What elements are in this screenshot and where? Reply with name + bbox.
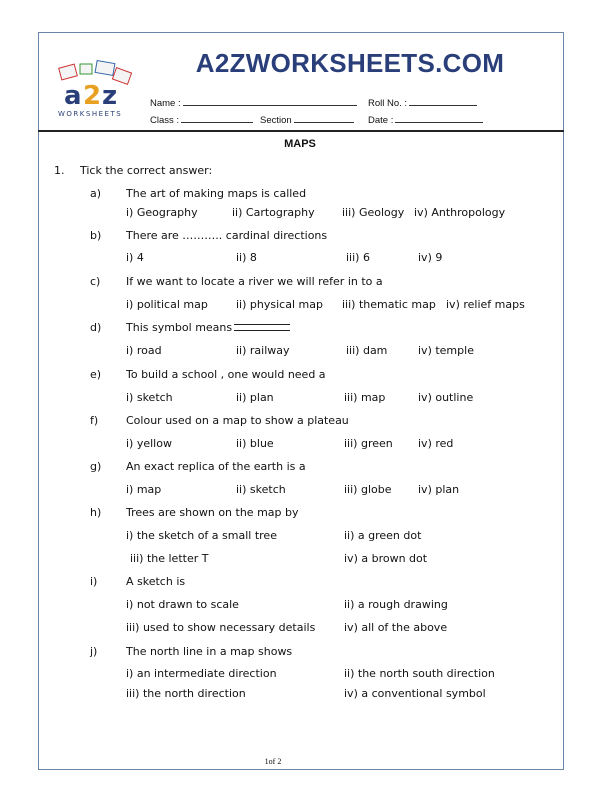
option: iv) 9	[418, 251, 443, 264]
item-letter: i)	[90, 575, 98, 588]
page-number: 1of 2	[264, 757, 282, 766]
a2z-logo	[56, 60, 138, 120]
option: iv) Anthropology	[414, 206, 506, 219]
option: iii) green	[344, 437, 393, 450]
option: ii) railway	[236, 344, 290, 357]
item-text: The art of making maps is called	[126, 187, 307, 200]
option: iv) a brown dot	[344, 552, 428, 565]
item-text: Colour used on a map to show a plateau	[126, 414, 349, 427]
option: iii) used to show necessary details	[126, 621, 316, 634]
class-label: Class :	[150, 115, 180, 126]
svg-text:a: a	[64, 81, 82, 111]
item-text: This symbol means	[126, 321, 233, 334]
option: iii) the letter T	[130, 552, 209, 565]
site-title: A2ZWORKSHEETS.COM	[195, 48, 505, 78]
option: i) Geography	[126, 206, 198, 219]
option: ii) physical map	[236, 298, 323, 311]
item-text: If we want to locate a river we will refer in to a	[126, 275, 383, 288]
option: i) map	[126, 483, 162, 496]
option: iv) all of the above	[344, 621, 448, 634]
item-letter: h)	[90, 506, 102, 519]
class-field	[150, 113, 253, 126]
option: ii) a green dot	[344, 529, 422, 542]
option: i) yellow	[126, 437, 172, 450]
option: iv) a conventional symbol	[344, 687, 486, 700]
option: ii) blue	[236, 437, 274, 450]
option: i) sketch	[126, 391, 173, 404]
option: i) an intermediate direction	[126, 667, 277, 680]
item-text: An exact replica of the earth is a	[126, 460, 306, 473]
option: iii) the north direction	[126, 687, 246, 700]
option: i) the sketch of a small tree	[126, 529, 277, 542]
logo-subtext: WORKSHEETS	[58, 110, 123, 118]
option: i) road	[126, 344, 162, 357]
item-letter: a)	[90, 187, 102, 200]
option: iv) red	[418, 437, 454, 450]
option: i) 4	[126, 251, 144, 264]
option: i) political map	[126, 298, 208, 311]
option: ii) plan	[236, 391, 274, 404]
roll-field	[368, 96, 477, 109]
item-letter: c)	[90, 275, 101, 288]
item-text: The north line in a map shows	[126, 645, 293, 658]
option: iv) outline	[418, 391, 474, 404]
name-field	[150, 96, 357, 109]
option: ii) Cartography	[232, 206, 315, 219]
option: ii) 8	[236, 251, 257, 264]
page-title: MAPS	[284, 138, 316, 150]
option: ii) sketch	[236, 483, 286, 496]
item-letter: f)	[90, 414, 99, 427]
item-letter: d)	[90, 321, 102, 334]
item-text: To build a school , one would need a	[126, 368, 326, 381]
option: i) not drawn to scale	[126, 598, 239, 611]
item-letter: e)	[90, 368, 102, 381]
option: iv) plan	[418, 483, 460, 496]
item-text: There are ……….. cardinal directions	[126, 229, 328, 242]
roll-line	[409, 96, 477, 106]
item-letter: j)	[90, 645, 98, 658]
svg-text:2: 2	[83, 81, 102, 111]
roll-label: Roll No. :	[368, 98, 408, 109]
name-line	[183, 96, 357, 106]
item-letter: b)	[90, 229, 102, 242]
section-label: Section	[260, 115, 292, 126]
svg-text:z: z	[102, 81, 118, 111]
class-line	[181, 113, 253, 123]
option: iii) map	[344, 391, 386, 404]
date-line	[395, 113, 483, 123]
map-symbol-double-line	[234, 324, 290, 331]
section-field	[260, 113, 354, 126]
option: iii) thematic map	[342, 298, 436, 311]
item-letter: g)	[90, 460, 102, 473]
question-text: Tick the correct answer:	[80, 164, 213, 177]
option: iv) relief maps	[446, 298, 525, 311]
section-line	[294, 113, 354, 123]
date-field	[368, 113, 483, 126]
option: iii) dam	[346, 344, 388, 357]
name-label: Name :	[150, 98, 181, 109]
option: iv) temple	[418, 344, 474, 357]
option: ii) the north south direction	[344, 667, 495, 680]
item-text: Trees are shown on the map by	[126, 506, 299, 519]
option: iii) globe	[344, 483, 392, 496]
option: iii) Geology	[342, 206, 405, 219]
option: iii) 6	[346, 251, 370, 264]
header-divider	[38, 130, 564, 132]
option: ii) a rough drawing	[344, 598, 448, 611]
question-number: 1.	[54, 164, 65, 177]
date-label: Date :	[368, 115, 394, 126]
item-text: A sketch is	[126, 575, 186, 588]
